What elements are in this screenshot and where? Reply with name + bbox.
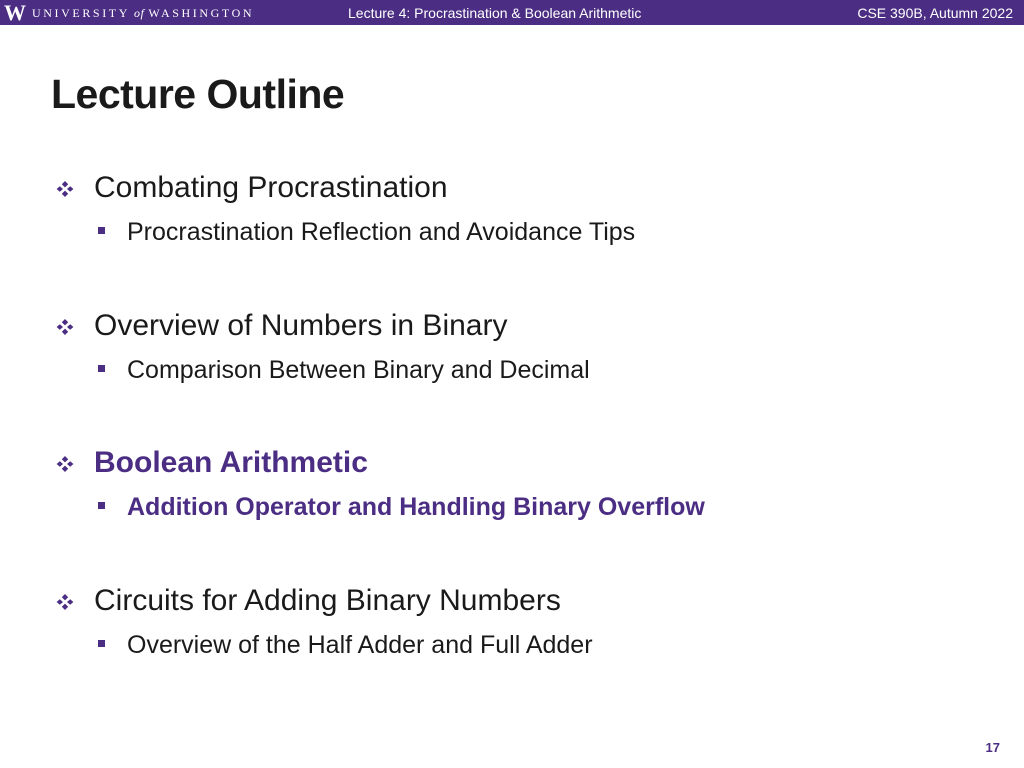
- diamond-bullet-icon: [55, 179, 75, 199]
- square-bullet-icon: [98, 227, 105, 234]
- outline-heading: Boolean Arithmetic: [94, 446, 368, 479]
- square-bullet-icon: [98, 640, 105, 647]
- diamond-bullet-icon: [55, 317, 75, 337]
- wordmark-university: UNIVERSITY: [32, 5, 130, 20]
- wordmark-of: of: [134, 5, 145, 20]
- outline-heading: Combating Procrastination: [94, 171, 448, 204]
- wordmark-washington: WASHINGTON: [148, 5, 255, 20]
- uw-logo: [4, 1, 254, 25]
- page-number: 17: [985, 740, 1000, 755]
- slide-title: Lecture Outline: [51, 71, 345, 117]
- deck-title: Lecture 4: Procrastination & Boolean Arithmetic: [348, 5, 642, 21]
- outline-subitem: Procrastination Reflection and Avoidance Tips: [127, 218, 636, 246]
- header-bar: [0, 0, 1024, 25]
- diamond-bullet-icon: [55, 454, 75, 474]
- diamond-bullet-icon: [55, 592, 75, 612]
- square-bullet-icon: [98, 502, 105, 509]
- university-wordmark: [32, 6, 254, 21]
- outline-heading: Circuits for Adding Binary Numbers: [94, 584, 561, 617]
- square-bullet-icon: [98, 365, 105, 372]
- outline-subitem: Overview of the Half Adder and Full Adder: [127, 631, 593, 659]
- uw-w-logo-icon: W: [4, 0, 26, 25]
- outline-subitem: Addition Operator and Handling Binary Overflow: [127, 493, 705, 521]
- outline-heading: Overview of Numbers in Binary: [94, 309, 508, 342]
- outline-subitem: Comparison Between Binary and Decimal: [127, 356, 590, 384]
- course-label: CSE 390B, Autumn 2022: [857, 5, 1013, 21]
